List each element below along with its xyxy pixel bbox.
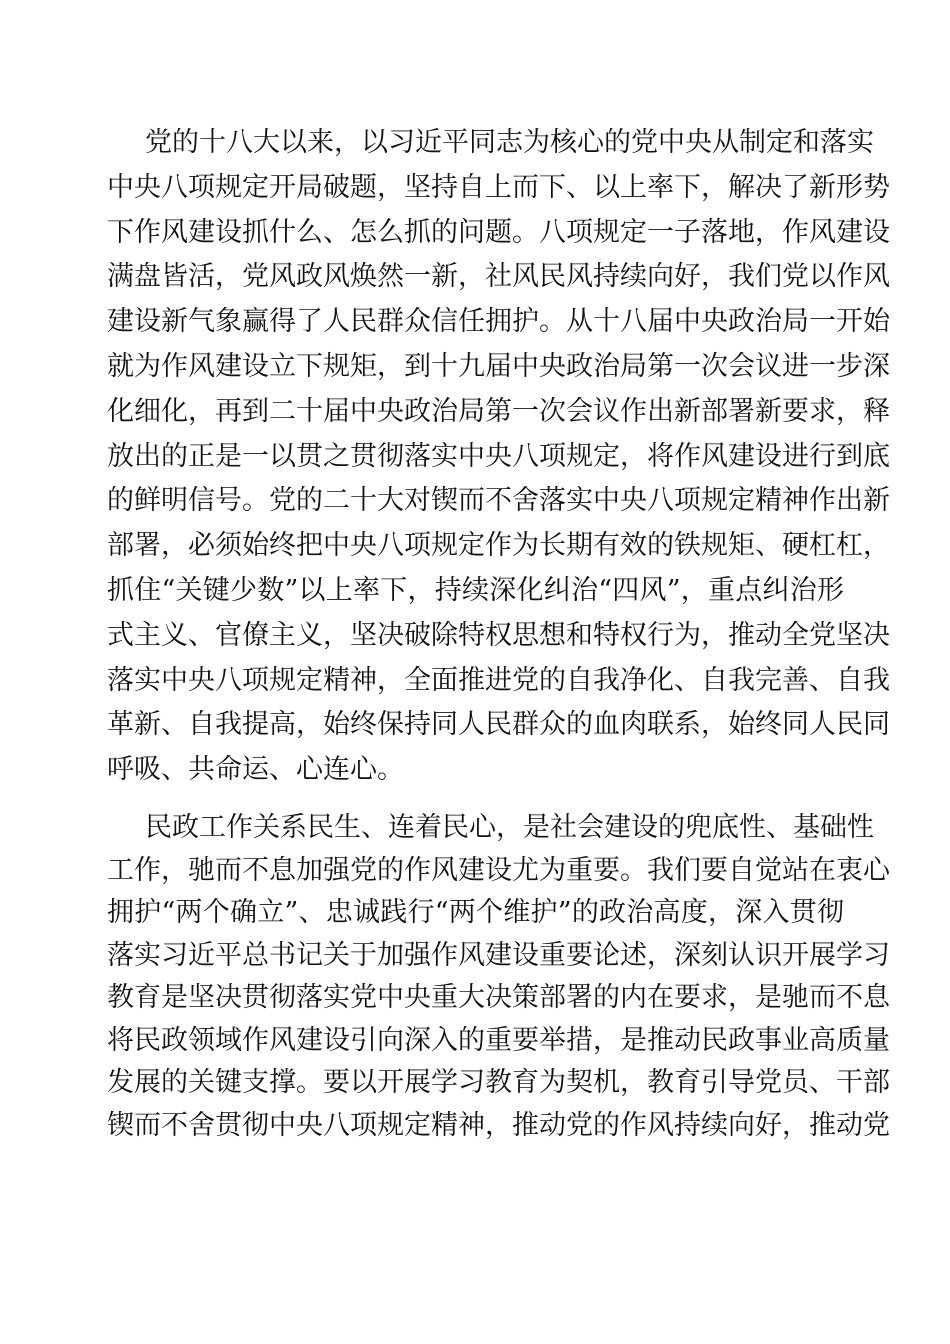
text-line: 就为作风建设立下规矩，到十九届中央政治局第一次会议进一步深: [107, 351, 890, 382]
text-line: 落实中央八项规定精神，全面推进党的自我净化、自我完善、自我: [107, 664, 890, 696]
text-line: 放出的正是一以贯之贯彻落实中央八项规定，将作风建设进行到底: [107, 440, 890, 472]
text-line: 落实习近平总书记关于加强作风建设重要论述，深刻认识开展学习: [107, 939, 890, 971]
text-line: 式主义、官僚主义，坚决破除特权思想和特权行为，推动全党坚决: [107, 619, 890, 651]
text-line: 部署，必须始终把中央八项规定作为长期有效的铁规矩、硬杠杠，: [107, 530, 890, 562]
text-line: 革新、自我提高，始终保持同人民群众的血肉联系，始终同人民同: [107, 709, 890, 741]
text-line: 拥护“两个确立”、忠诚践行“两个维护”的政治高度，深入贯彻: [107, 897, 844, 928]
text-line: 教育是坚决贯彻落实党中央重大决策部署的内在要求，是驰而不息: [107, 982, 890, 1013]
text-line: 下作风建设抓什么、怎么抓的问题。八项规定一子落地，作风建设: [107, 216, 890, 248]
text-line: 建设新气象赢得了人民群众信任拥护。从十八届中央政治局一开始: [107, 306, 890, 338]
text-line: 发展的关键支撑。要以开展学习教育为契机，教育引导党员、干部: [107, 1067, 890, 1098]
text-line: 中央八项规定开局破题，坚持自上而下、以上率下，解决了新形势: [107, 171, 890, 203]
text-line: 的鲜明信号。党的二十大对锲而不舍落实中央八项规定精神作出新: [107, 485, 890, 517]
text-line: 将民政领域作风建设引向深入的重要举措，是推动民政事业高质量: [107, 1024, 890, 1056]
text-line: 呼吸、共命运、心连心。: [107, 754, 404, 786]
text-line: 化细化，再到二十届中央政治局第一次会议作出新部署新要求，释: [107, 395, 890, 427]
text-line: 工作，驰而不息加强党的作风建设尤为重要。我们要自觉站在衷心: [107, 854, 890, 886]
text-line: 抓住“关键少数”以上率下，持续深化纠治“四风”，重点纠治形: [107, 575, 844, 606]
text-line: 锲而不舍贯彻中央八项规定精神，推动党的作风持续向好，推动党: [107, 1109, 890, 1141]
text-line: 满盘皆活，党风政风焕然一新，社风民风持续向好，我们党以作风: [107, 261, 890, 293]
text-line: 党的十八大以来，以习近平同志为核心的党中央从制定和落实: [145, 127, 874, 158]
text-line: 民政工作关系民生、连着民心，是社会建设的兜底性、基础性: [145, 812, 874, 843]
